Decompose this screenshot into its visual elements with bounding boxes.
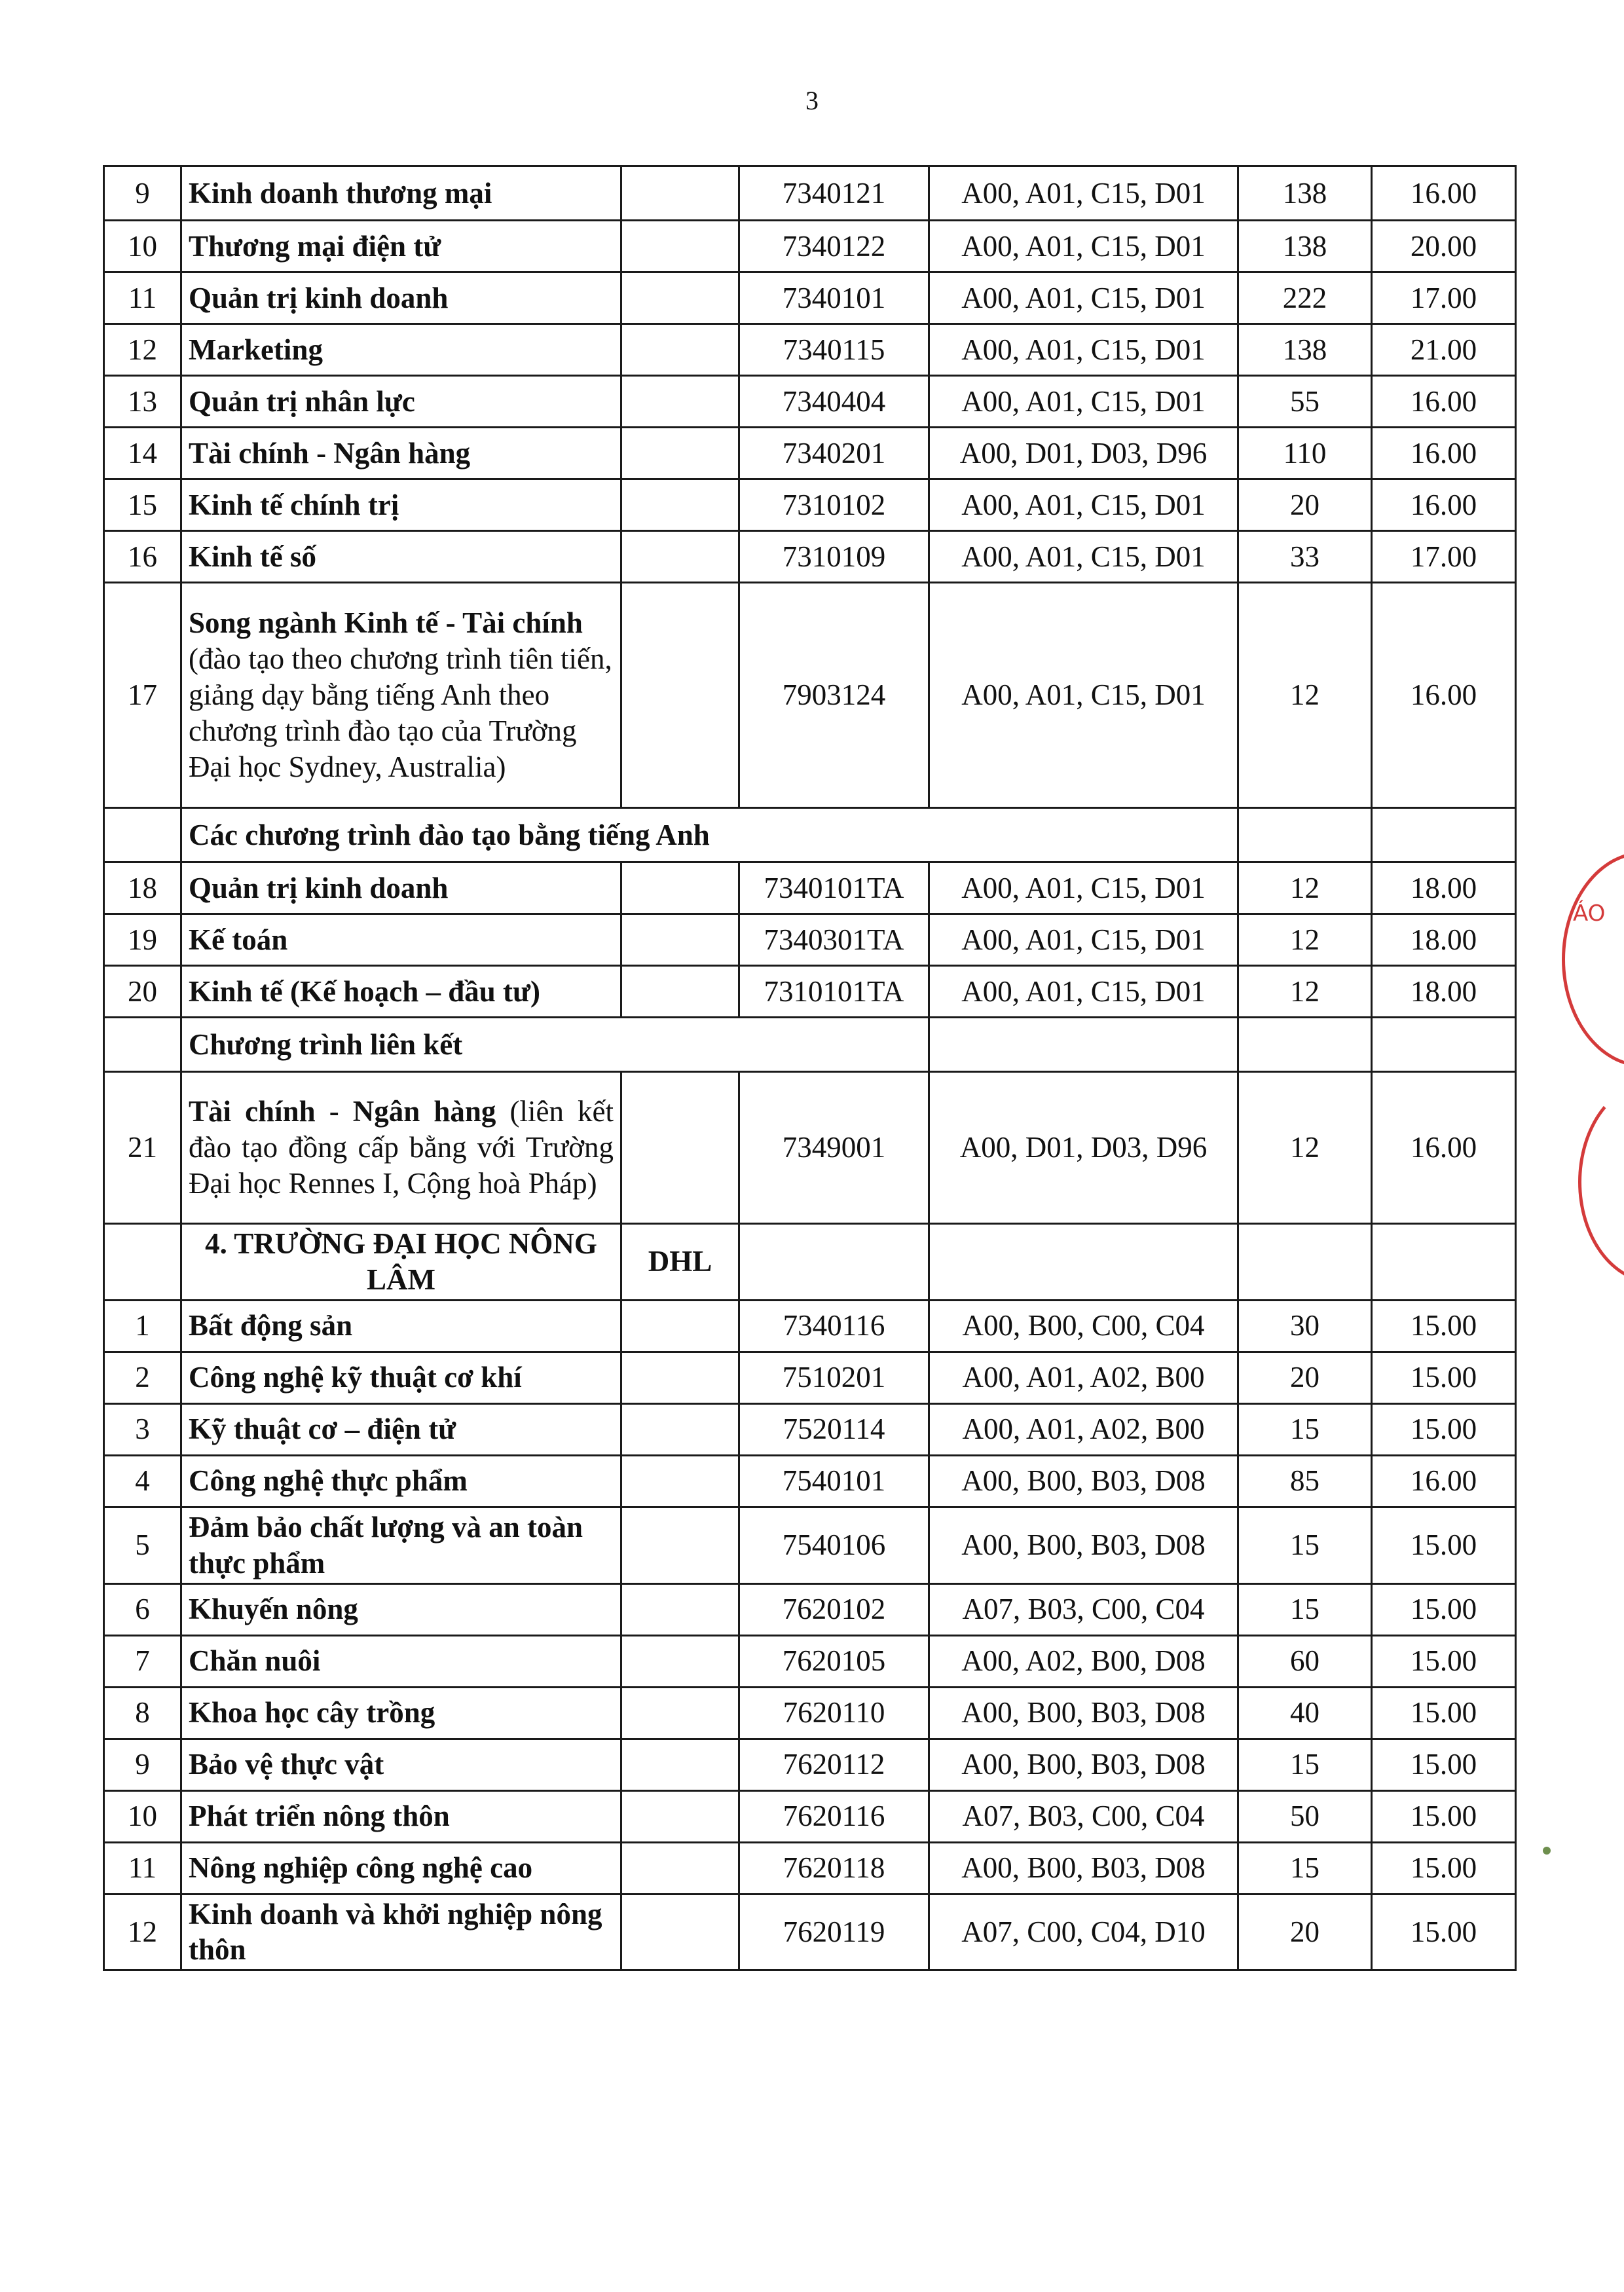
cell-stt [104,808,181,862]
cell-major-code: 7903124 [739,583,929,808]
cell-major-code: 7620112 [739,1739,929,1790]
cell-subject-combo: A00, A01, C15, D01 [929,966,1238,1018]
cell-stt: 21 [104,1072,181,1224]
cell-school-code [621,1507,739,1583]
major-name-note: (đào tạo theo chương trình tiên tiến, giảng dạy bằng tiếng Anh theo chương trình đào tạo của Trường Đại học Sydney, Australia) [189,642,612,783]
cell-quota: 85 [1238,1455,1372,1507]
cell-subject-combo: A00, A01, C15, D01 [929,531,1238,583]
cell-stt: 15 [104,479,181,531]
cell-subject-combo: A00, A01, C15, D01 [929,479,1238,531]
cell-major-code: 7310109 [739,531,929,583]
cell-quota: 110 [1238,428,1372,479]
cell-major-code: 7620116 [739,1790,929,1842]
cell-major-code: 7340301TA [739,914,929,966]
cell-major-name: Marketing [181,324,621,376]
cell-major-code: 7340101TA [739,862,929,914]
cell-quota [1238,1224,1372,1301]
cell-major-name: Kinh doanh và khởi nghiệp nông thôn [181,1894,621,1970]
cell-quota: 33 [1238,531,1372,583]
cell-score: 16.00 [1372,1072,1516,1224]
cell-major-name: Khoa học cây trồng [181,1687,621,1739]
cell-school-code [621,583,739,808]
cell-major-name: Kỹ thuật cơ – điện tử [181,1403,621,1455]
cell-school-code [621,1790,739,1842]
cell-major-name: Thương mại điện tử [181,221,621,272]
cell-quota: 20 [1238,1894,1372,1970]
cell-stt: 9 [104,1739,181,1790]
cell-major-name: Kinh tế số [181,531,621,583]
cell-major-code: 7620102 [739,1583,929,1635]
cell-score: 15.00 [1372,1790,1516,1842]
cell-subject-combo: A00, A01, A02, B00 [929,1352,1238,1403]
cell-stt: 3 [104,1403,181,1455]
cell-stt: 9 [104,166,181,221]
seal-stamp-bottom [1578,1081,1624,1284]
cell-stt: 7 [104,1635,181,1687]
cell-subject-combo: A00, D01, D03, D96 [929,1072,1238,1224]
table-row [104,1687,1516,1739]
cell-subject-combo: A00, B00, B03, D08 [929,1687,1238,1739]
cell-score [1372,1018,1516,1072]
cell-major-name: Kinh tế chính trị [181,479,621,531]
table-row [104,862,1516,914]
cell-score: 16.00 [1372,583,1516,808]
cell-subject-combo: A07, B03, C00, C04 [929,1583,1238,1635]
cell-school-code [621,1300,739,1352]
cell-score: 15.00 [1372,1687,1516,1739]
cell-major-name: Đảm bảo chất lượng và an toàn thực phẩm [181,1507,621,1583]
cell-school-code [621,914,739,966]
cell-stt: 8 [104,1687,181,1739]
cell-quota: 12 [1238,914,1372,966]
cell-subject-combo: A00, A01, C15, D01 [929,914,1238,966]
section-title-english-programs: Các chương trình đào tạo bằng tiếng Anh [181,808,1238,862]
cell-subject-combo: A00, A01, A02, B00 [929,1403,1238,1455]
cell-school-code [621,1072,739,1224]
cell-major-code: 7340122 [739,221,929,272]
cell-subject-combo: A00, B00, B03, D08 [929,1455,1238,1507]
table-row [104,479,1516,531]
cell-subject-combo: A00, A01, C15, D01 [929,272,1238,324]
cell-major-name: Quản trị kinh doanh [181,272,621,324]
table-row [104,428,1516,479]
seal-stamp-top [1562,851,1624,1067]
cell-school-code [621,324,739,376]
cell-score: 18.00 [1372,862,1516,914]
cell-stt: 1 [104,1300,181,1352]
cell-score: 15.00 [1372,1352,1516,1403]
cell-quota: 15 [1238,1739,1372,1790]
cell-school-code [621,1894,739,1970]
cell-major-code: 7349001 [739,1072,929,1224]
cell-quota: 12 [1238,966,1372,1018]
cell-school-code [621,1583,739,1635]
university-title: 4. TRƯỜNG ĐẠI HỌC NÔNG LÂM [181,1224,621,1301]
table-row [104,166,1516,221]
cell-major-code: 7620118 [739,1842,929,1894]
cell-score: 17.00 [1372,531,1516,583]
cell-subject-combo: A07, C00, C04, D10 [929,1894,1238,1970]
cell-stt: 16 [104,531,181,583]
cell-stt: 2 [104,1352,181,1403]
cell-quota: 12 [1238,1072,1372,1224]
page-number: 3 [805,86,819,115]
cell-quota [1238,808,1372,862]
cell-major-code: 7340404 [739,376,929,428]
margin-dot [1543,1847,1551,1855]
cell-subject-combo: A07, B03, C00, C04 [929,1790,1238,1842]
table-row [104,324,1516,376]
cell-major-name: Tài chính - Ngân hàng [181,428,621,479]
cell-school-code [621,1842,739,1894]
table-row [104,1455,1516,1507]
table-row [104,1894,1516,1970]
cell-subject-combo: A00, A01, C15, D01 [929,324,1238,376]
cell-major-name [181,583,621,808]
cell-score: 15.00 [1372,1403,1516,1455]
cell-major-name: Công nghệ thực phẩm [181,1455,621,1507]
cell-major-code: 7340121 [739,166,929,221]
cell-stt [104,1224,181,1301]
cell-school-code [621,1635,739,1687]
cell-score: 15.00 [1372,1300,1516,1352]
cell-quota: 12 [1238,583,1372,808]
cell-score: 15.00 [1372,1635,1516,1687]
cell-stt: 13 [104,376,181,428]
cell-score: 16.00 [1372,1455,1516,1507]
cell-major-name: Khuyến nông [181,1583,621,1635]
cell-school-code [621,479,739,531]
cell-score: 15.00 [1372,1894,1516,1970]
cell-quota: 30 [1238,1300,1372,1352]
cell-major-name: Quản trị nhân lực [181,376,621,428]
cell-stt: 11 [104,1842,181,1894]
cell-quota: 60 [1238,1635,1372,1687]
table-row [104,1403,1516,1455]
cell-quota: 15 [1238,1403,1372,1455]
cell-score: 16.00 [1372,166,1516,221]
cell-score: 15.00 [1372,1583,1516,1635]
cell-major-code: 7340201 [739,428,929,479]
cell-school-code [621,1352,739,1403]
cell-school-code [621,531,739,583]
cell-major-code: 7340101 [739,272,929,324]
cell-subject-combo: A00, A01, C15, D01 [929,583,1238,808]
table-row [104,1635,1516,1687]
cell-score: 20.00 [1372,221,1516,272]
cell-score: 15.00 [1372,1842,1516,1894]
table-row [104,966,1516,1018]
table-row [104,376,1516,428]
cell-major-name [181,1072,621,1224]
cell-major-code: 7620119 [739,1894,929,1970]
major-name-bold: Tài chính - Ngân hàng [189,1095,496,1128]
cell-score: 16.00 [1372,479,1516,531]
cell-quota: 20 [1238,1352,1372,1403]
cell-stt: 10 [104,221,181,272]
cell-stt: 18 [104,862,181,914]
cell-school-code [621,221,739,272]
table-row [104,914,1516,966]
cell-subject-combo: A00, A01, C15, D01 [929,221,1238,272]
seal-stamp-text: ÁO [1573,900,1606,927]
cell-school-code [621,1687,739,1739]
cell-subject-combo: A00, D01, D03, D96 [929,428,1238,479]
cell-school-code [621,376,739,428]
table-row [104,583,1516,808]
cell-major-code: 7340115 [739,324,929,376]
cell-major-name: Bất động sản [181,1300,621,1352]
table-row [104,1790,1516,1842]
cell-major-code: 7520114 [739,1403,929,1455]
cell-quota: 222 [1238,272,1372,324]
section-row [104,808,1516,862]
cell-major-name: Phát triển nông thôn [181,1790,621,1842]
cell-school-code [621,272,739,324]
cell-major-name: Kế toán [181,914,621,966]
cell-major-name: Công nghệ kỹ thuật cơ khí [181,1352,621,1403]
table-row [104,272,1516,324]
cell-score: 17.00 [1372,272,1516,324]
cell-subject-combo: A00, B00, B03, D08 [929,1739,1238,1790]
cell-school-code [621,862,739,914]
section-title-joint-program: Chương trình liên kết [181,1018,929,1072]
cell-subject-combo [929,1224,1238,1301]
cell-school-code [621,1455,739,1507]
cell-subject-combo: A00, A02, B00, D08 [929,1635,1238,1687]
major-name-note: (liên kết đào tạo đồng cấp bằng với Trường Đại học Rennes I, Cộng hoà Pháp) [189,1095,614,1200]
cell-major-code: 7510201 [739,1352,929,1403]
cell-score: 16.00 [1372,376,1516,428]
cell-stt: 12 [104,1894,181,1970]
cell-major-code: 7620110 [739,1687,929,1739]
cell-quota: 12 [1238,862,1372,914]
cell-stt: 12 [104,324,181,376]
cell-major-name: Bảo vệ thực vật [181,1739,621,1790]
cell-score: 21.00 [1372,324,1516,376]
cell-quota: 55 [1238,376,1372,428]
cell-subject-combo [929,1018,1238,1072]
cell-subject-combo: A00, A01, C15, D01 [929,862,1238,914]
cell-major-code: 7310102 [739,479,929,531]
cell-stt: 17 [104,583,181,808]
cell-major-code: 7540101 [739,1455,929,1507]
university-school-code: DHL [621,1224,739,1301]
cell-subject-combo: A00, A01, C15, D01 [929,166,1238,221]
cell-quota: 138 [1238,166,1372,221]
cell-stt: 4 [104,1455,181,1507]
cell-score: 15.00 [1372,1739,1516,1790]
cell-quota: 50 [1238,1790,1372,1842]
cell-stt: 11 [104,272,181,324]
cell-major-code [739,1224,929,1301]
cell-major-name: Kinh tế (Kế hoạch – đầu tư) [181,966,621,1018]
cell-major-name: Kinh doanh thương mại [181,166,621,221]
cell-stt: 20 [104,966,181,1018]
cell-quota: 20 [1238,479,1372,531]
cell-score [1372,1224,1516,1301]
cell-school-code [621,1403,739,1455]
cell-stt [104,1018,181,1072]
university-row [104,1224,1516,1301]
table-row [104,531,1516,583]
cell-subject-combo: A00, B00, C00, C04 [929,1300,1238,1352]
cell-score: 18.00 [1372,914,1516,966]
cell-score: 18.00 [1372,966,1516,1018]
cell-stt: 14 [104,428,181,479]
cell-stt: 19 [104,914,181,966]
cell-subject-combo: A00, B00, B03, D08 [929,1507,1238,1583]
cell-quota: 15 [1238,1842,1372,1894]
table-row [104,1072,1516,1224]
cell-quota [1238,1018,1372,1072]
cell-subject-combo: A00, B00, B03, D08 [929,1842,1238,1894]
table-row [104,1352,1516,1403]
cell-stt: 5 [104,1507,181,1583]
cell-quota: 40 [1238,1687,1372,1739]
cell-major-code: 7340116 [739,1300,929,1352]
cell-major-code: 7310101TA [739,966,929,1018]
cell-stt: 10 [104,1790,181,1842]
cell-score [1372,808,1516,862]
cell-school-code [621,428,739,479]
cell-school-code [621,1739,739,1790]
table-row [104,1300,1516,1352]
cell-quota: 138 [1238,221,1372,272]
cell-subject-combo: A00, A01, C15, D01 [929,376,1238,428]
admission-table [103,165,1517,1971]
table-row [104,221,1516,272]
cell-school-code [621,966,739,1018]
cell-quota: 15 [1238,1507,1372,1583]
cell-major-code: 7620105 [739,1635,929,1687]
table-row [104,1583,1516,1635]
major-name-bold: Song ngành Kinh tế - Tài chính [189,606,583,640]
cell-score: 16.00 [1372,428,1516,479]
cell-major-name: Nông nghiệp công nghệ cao [181,1842,621,1894]
cell-quota: 15 [1238,1583,1372,1635]
cell-major-name: Quản trị kinh doanh [181,862,621,914]
cell-school-code [621,166,739,221]
cell-quota: 138 [1238,324,1372,376]
cell-major-name: Chăn nuôi [181,1635,621,1687]
table-row [104,1507,1516,1583]
cell-stt: 6 [104,1583,181,1635]
cell-major-code: 7540106 [739,1507,929,1583]
cell-score: 15.00 [1372,1507,1516,1583]
section-row [104,1018,1516,1072]
table-row [104,1739,1516,1790]
table-row [104,1842,1516,1894]
